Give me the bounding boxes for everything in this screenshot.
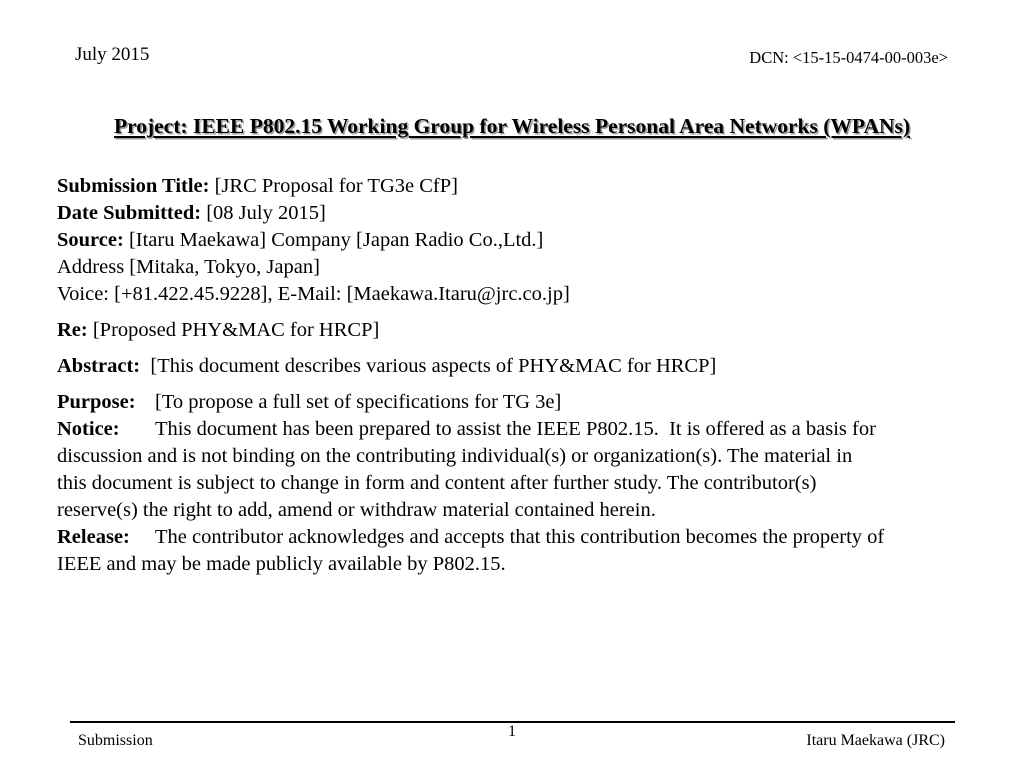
notice-line-2 [57, 443, 972, 470]
release-line-2 [57, 551, 972, 578]
footer-author: Itaru Maekawa (JRC) [806, 732, 945, 749]
source-value: [Itaru Maekawa] Company [Japan Radio Co.,Ltd.] [123, 229, 544, 251]
release-value-1: The contributor acknowledges and accepts that this contribution becomes the property of [155, 526, 885, 548]
header-date: July 2015 [75, 44, 150, 65]
slide-title: Project: IEEE P802.15 Working Group for Wireless Personal Area Networks (WPANs) [113, 114, 911, 138]
notice-value-3: this document is subject to change in form and content after further study. The contributor(s) [57, 472, 817, 494]
purpose-line [57, 389, 972, 416]
address-line [57, 254, 972, 281]
footer-submission-label: Submission [78, 732, 153, 749]
release-label: Release: [57, 526, 130, 548]
notice-line-1 [57, 416, 972, 443]
slide-body [57, 173, 972, 578]
notice-value-1: This document has been prepared to assist the IEEE P802.15. It is offered as a basis for [155, 418, 876, 440]
voice-email-value: Voice: [+81.422.45.9228], E-Mail: [Maekawa.Itaru@jrc.co.jp] [57, 283, 570, 305]
purpose-value: [To propose a full set of specifications for TG 3e] [155, 391, 562, 413]
notice-line-3 [57, 470, 972, 497]
abstract-line [57, 353, 972, 380]
release-value-2: IEEE and may be made publicly available by P802.15. [57, 553, 506, 575]
voice-email-line [57, 281, 972, 308]
address-value: Address [Mitaka, Tokyo, Japan] [57, 256, 320, 278]
purpose-label: Purpose: [57, 391, 136, 413]
submission-title-value: [JRC Proposal for TG3e CfP] [209, 175, 458, 197]
abstract-label: Abstract: [57, 355, 141, 377]
submission-title-line [57, 173, 972, 200]
re-line [57, 317, 972, 344]
abstract-value: [This document describes various aspects of PHY&MAC for HRCP] [140, 355, 717, 377]
source-block [57, 173, 972, 308]
notice-value-4: reserve(s) the right to add, amend or withdraw material contained herein. [57, 499, 656, 521]
release-line-1 [57, 524, 972, 551]
re-label: Re: [57, 319, 88, 341]
notice-value-2: discussion and is not binding on the contributing individual(s) or organization(s). The material in [57, 445, 853, 467]
footer-page-number: 1 [508, 723, 516, 740]
purpose-notice-release-block [57, 389, 972, 578]
date-submitted-label: Date Submitted: [57, 202, 202, 224]
re-block [57, 317, 972, 344]
source-line [57, 227, 972, 254]
submission-title-label: Submission Title: [57, 175, 210, 197]
source-label: Source: [57, 229, 124, 251]
abstract-block [57, 353, 972, 380]
notice-line-4 [57, 497, 972, 524]
notice-label: Notice: [57, 418, 120, 440]
date-submitted-line [57, 200, 972, 227]
re-value: [Proposed PHY&MAC for HRCP] [87, 319, 380, 341]
date-submitted-value: [08 July 2015] [201, 202, 326, 224]
header-dcn: DCN: <15-15-0474-00-003e> [749, 48, 948, 67]
